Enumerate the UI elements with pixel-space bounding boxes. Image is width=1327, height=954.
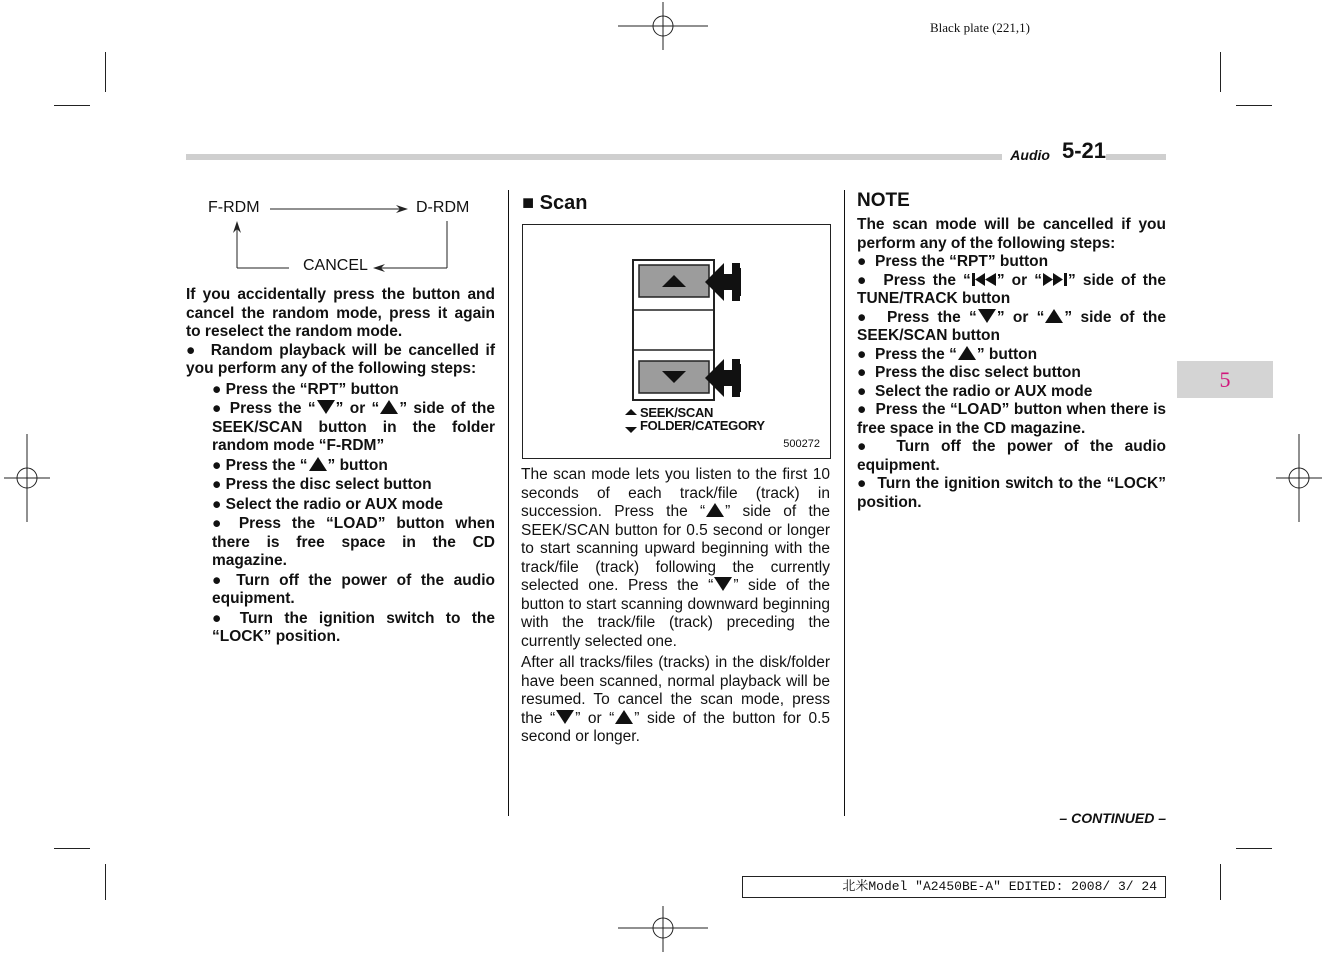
chapter-tab: 5 (1177, 361, 1273, 398)
eject-up-icon (309, 457, 327, 471)
seek-down-icon (978, 309, 996, 323)
seek-scan-figure (522, 224, 831, 459)
crop-mark (1236, 848, 1272, 849)
continued-label: – CONTINUED – (1059, 810, 1166, 826)
random-bullet-main (186, 342, 495, 379)
section-name: Audio (1010, 147, 1050, 163)
eject-up-icon (958, 346, 976, 360)
crop-mark (1220, 52, 1221, 92)
seek-down-icon (317, 400, 335, 414)
note-text (857, 216, 1166, 512)
registration-mark-right (1276, 434, 1322, 522)
track-forward-icon (1042, 272, 1068, 287)
figure-code: 500272 (783, 438, 820, 450)
scan-heading (522, 192, 587, 215)
note-item: ● Press the “ ” or “ ” side of the TUNE/TRACK button (857, 271, 1166, 307)
seek-up-icon (706, 503, 724, 517)
crop-mark (1220, 864, 1221, 900)
note-item: ● Press the “RPT” button (857, 253, 1049, 270)
bullet: ● (186, 341, 211, 359)
seek-up-icon (1045, 309, 1063, 323)
plate-label: Black plate (221,1) (930, 20, 1030, 35)
left-column-text (186, 286, 495, 647)
figure-label-seek-scan: SEEK/SCAN (640, 405, 714, 420)
column-divider (508, 190, 509, 816)
seek-down-icon (556, 710, 574, 724)
figure-labels (640, 406, 765, 432)
edit-stamp: 北米Model "A2450BE-A" EDITED: 2008/ 3/ 24 (742, 876, 1166, 898)
seek-down-icon (714, 577, 732, 591)
random-intro: If you accidentally press the button and cancel the random mode, press it again to reselect the random mode. (186, 286, 495, 340)
diagram-label-f-rdm: F-RDM (208, 199, 260, 216)
list-item: ● Press the “ ” or “ ” side of the SEEK/SCAN button in the folder random mode “F-RDM” (212, 400, 495, 454)
figure-label-folder-category: FOLDER/CATEGORY (640, 418, 765, 433)
header-title (1002, 140, 1106, 164)
registration-mark-left (4, 434, 50, 522)
note-item: ● Press the disc select button (857, 364, 1081, 381)
bullet-text: Random playback will be cancelled if you perform any of the following steps: (186, 341, 495, 377)
random-mode-diagram (186, 190, 496, 276)
registration-mark-top (618, 2, 708, 50)
scan-paragraph-1: The scan mode lets you listen to the first 10 seconds of each track/file (track) in succession. Press the “ ” side of the SEEK/SCAN button for 0.5 second or longer to start scanning upward beginning with the track/file (track) following the currently selected one. Press the “ ” side of the button to start scanning downward beginning with the track/file (track) preceding the currently selected one. (521, 466, 830, 650)
heading-square-icon: ■ (522, 192, 535, 214)
scan-paragraph-2: After all tracks/files (tracks) in the disk/folder have been scanned, normal playback will be resumed. To cancel the scan mode, press the “ ” or “ ” side of the button for 0.5 second or longer. (521, 654, 831, 745)
middle-column-text (521, 466, 830, 747)
column-divider (844, 190, 845, 816)
list-item: ● Turn the ignition switch to the “LOCK” position. (212, 609, 496, 645)
crop-mark (1236, 105, 1272, 106)
note-intro: The scan mode will be cancelled if you perform any of the following steps: (857, 216, 1166, 252)
crop-mark (54, 105, 90, 106)
list-item: ● Select the radio or AUX mode (212, 495, 444, 513)
note-item: ● Turn off the power of the audio equipment. (857, 438, 1166, 474)
crop-mark (54, 848, 90, 849)
note-item: ● Press the “LOAD” button when there is free space in the CD magazine. (857, 401, 1166, 437)
list-item: ● Press the “ ” button (212, 456, 388, 474)
page-number: 5-21 (1061, 138, 1106, 163)
note-item: ● Turn the ignition switch to the “LOCK” position. (857, 475, 1166, 511)
seek-up-icon (615, 710, 633, 724)
list-item: ● Turn off the power of the audio equipment. (212, 571, 495, 607)
diagram-label-cancel: CANCEL (303, 257, 368, 274)
registration-mark-bottom (618, 906, 708, 952)
note-item: ● Press the “ ” or “ ” side of the SEEK/SCAN button (857, 308, 1166, 344)
note-item: ● Select the radio or AUX mode (857, 382, 1093, 400)
heading-text: Scan (539, 192, 588, 214)
note-title: NOTE (857, 190, 910, 211)
note-item: ● Press the “ ” button (857, 345, 1038, 363)
track-back-icon (971, 272, 997, 287)
crop-mark (105, 52, 106, 92)
random-sub-list (212, 381, 495, 647)
crop-mark (105, 864, 106, 900)
list-item: ● Press the “LOAD” button when there is free space in the CD magazine. (212, 515, 495, 569)
diagram-label-d-rdm: D-RDM (416, 199, 470, 216)
list-item: ● Press the “RPT” button (212, 380, 399, 398)
list-item: ● Press the disc select button (212, 476, 432, 493)
seek-up-icon (380, 400, 398, 414)
